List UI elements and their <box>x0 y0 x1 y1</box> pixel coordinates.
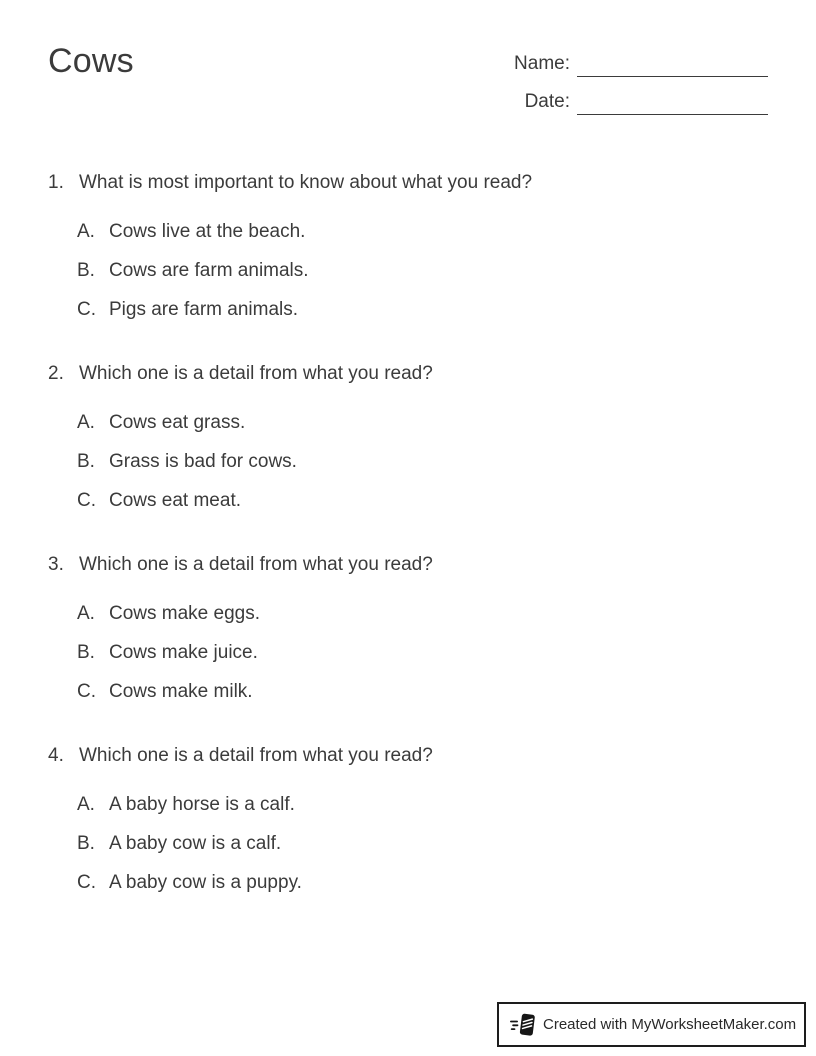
question-line <box>48 170 770 196</box>
option-letter: C. <box>77 681 96 702</box>
question-1 <box>48 170 770 323</box>
name-date-block <box>514 50 768 115</box>
option-letter: A. <box>77 221 95 242</box>
question-4 <box>48 743 770 896</box>
question-line <box>48 743 770 769</box>
page-title: Cows <box>48 42 134 80</box>
date-label: Date: <box>524 91 570 112</box>
question-text: Which one is a detail from what you read? <box>79 363 433 384</box>
answer-option <box>77 488 770 514</box>
option-letter: B. <box>77 833 95 854</box>
option-letter: A. <box>77 412 95 433</box>
date-blank-line[interactable] <box>577 88 768 115</box>
question-number: 4. <box>48 745 64 766</box>
answer-option <box>77 792 770 818</box>
worksheet-maker-logo-icon <box>510 1012 535 1038</box>
option-text: Cows make juice. <box>109 642 258 663</box>
question-number: 3. <box>48 554 64 575</box>
credit-badge[interactable] <box>497 1002 806 1047</box>
question-text: Which one is a detail from what you read? <box>79 745 433 766</box>
option-text: Cows eat grass. <box>109 412 246 433</box>
option-text: A baby horse is a calf. <box>109 794 295 815</box>
answer-option <box>77 219 770 245</box>
question-number: 1. <box>48 172 64 193</box>
answer-option <box>77 870 770 896</box>
answer-option <box>77 410 770 436</box>
option-letter: A. <box>77 603 95 624</box>
questions-list <box>48 170 770 934</box>
option-letter: B. <box>77 642 95 663</box>
option-text: A baby cow is a puppy. <box>109 872 302 893</box>
answer-option <box>77 601 770 627</box>
option-letter: C. <box>77 872 96 893</box>
question-3 <box>48 552 770 705</box>
name-blank-line[interactable] <box>577 50 768 77</box>
option-text: Cows eat meat. <box>109 490 241 511</box>
option-text: Pigs are farm animals. <box>109 299 299 320</box>
option-text: Cows make eggs. <box>109 603 261 624</box>
option-text: Cows make milk. <box>109 681 253 702</box>
options-list <box>77 601 770 705</box>
option-text: Cows are farm animals. <box>109 260 309 281</box>
option-text: A baby cow is a calf. <box>109 833 282 854</box>
name-row <box>514 50 768 77</box>
answer-option <box>77 679 770 705</box>
options-list <box>77 410 770 514</box>
question-text: What is most important to know about what you read? <box>79 172 533 193</box>
credit-text: Created with MyWorksheetMaker.com <box>543 1016 797 1033</box>
option-letter: A. <box>77 794 95 815</box>
answer-option <box>77 297 770 323</box>
option-text: Grass is bad for cows. <box>109 451 297 472</box>
answer-option <box>77 258 770 284</box>
answer-option <box>77 640 770 666</box>
option-letter: C. <box>77 299 96 320</box>
options-list <box>77 792 770 896</box>
answer-option <box>77 449 770 475</box>
question-line <box>48 552 770 578</box>
option-letter: B. <box>77 451 95 472</box>
answer-option <box>77 831 770 857</box>
date-row <box>525 88 768 115</box>
options-list <box>77 219 770 323</box>
option-letter: B. <box>77 260 95 281</box>
question-number: 2. <box>48 363 64 384</box>
question-text: Which one is a detail from what you read? <box>79 554 433 575</box>
question-2 <box>48 361 770 514</box>
name-label: Name: <box>514 53 570 74</box>
option-text: Cows live at the beach. <box>109 221 306 242</box>
option-letter: C. <box>77 490 96 511</box>
question-line <box>48 361 770 387</box>
